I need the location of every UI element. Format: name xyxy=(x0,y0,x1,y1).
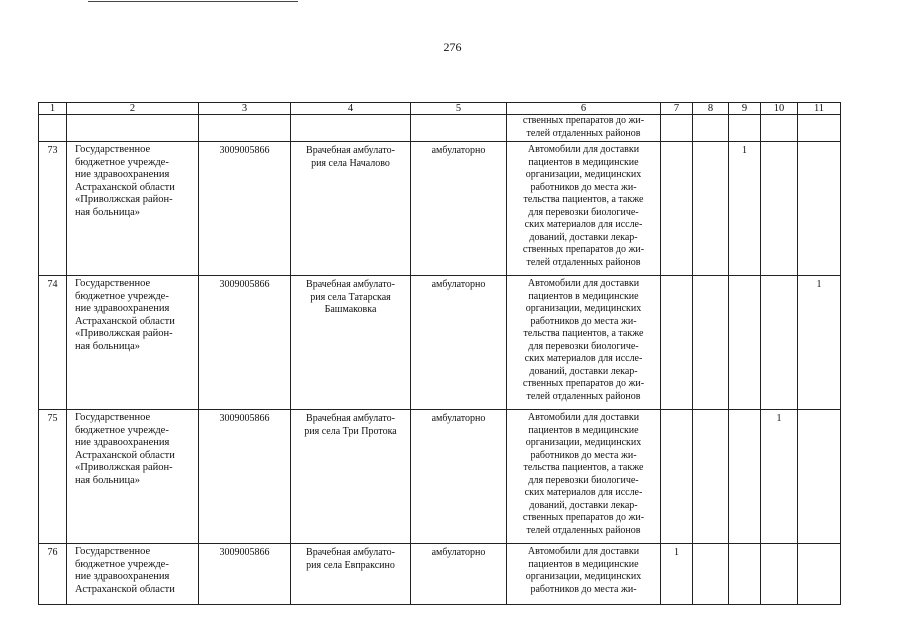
header-cell: 6 xyxy=(507,103,661,115)
table-cell xyxy=(411,115,507,142)
table-cell xyxy=(661,115,693,142)
count-cell-10 xyxy=(761,142,798,276)
inn-cell: 3009005866 xyxy=(199,142,291,276)
table-row-continuation xyxy=(39,115,841,142)
count-cell-9 xyxy=(729,410,761,544)
description-cell: ственных препаратов до жи- телей отдаленных районов xyxy=(507,115,661,142)
table-cell xyxy=(761,115,798,142)
count-cell-7 xyxy=(661,276,693,410)
header-cell: 4 xyxy=(291,103,411,115)
table-cell xyxy=(291,115,411,142)
inn-cell: 3009005866 xyxy=(199,276,291,410)
header-cell: 9 xyxy=(729,103,761,115)
care-type-cell: амбулаторно xyxy=(411,142,507,276)
table-row xyxy=(39,142,841,276)
count-cell-7: 1 xyxy=(661,544,693,605)
count-cell-11: 1 xyxy=(798,276,841,410)
count-cell-9 xyxy=(729,544,761,605)
row-number: 75 xyxy=(39,410,67,544)
care-type-cell: амбулаторно xyxy=(411,544,507,605)
header-cell: 3 xyxy=(199,103,291,115)
organization-cell: Государственное бюджетное учрежде- ние здравоохранения Астраханской области «Приволжская район- ная больница» xyxy=(67,410,199,544)
description-cell: Автомобили для доставки пациентов в медицинские организации, медицинских работников до места жи- тельства пациентов, а также для перевозки биологиче- ских материалов для иссле- дований, доставки лекар- ственных препаратов до жи- телей отдаленных районов xyxy=(507,142,661,276)
table-cell xyxy=(693,115,729,142)
header-cell: 1 xyxy=(39,103,67,115)
table-row xyxy=(39,544,841,605)
care-type-cell: амбулаторно xyxy=(411,410,507,544)
header-cell: 8 xyxy=(693,103,729,115)
count-cell-8 xyxy=(693,544,729,605)
header-cell: 11 xyxy=(798,103,841,115)
page-number: 276 xyxy=(443,40,462,54)
count-cell-7 xyxy=(661,410,693,544)
unit-cell: Врачебная амбулато- рия села Началово xyxy=(291,142,411,276)
count-cell-8 xyxy=(693,410,729,544)
table-row xyxy=(39,410,841,544)
count-cell-11 xyxy=(798,410,841,544)
count-cell-10 xyxy=(761,544,798,605)
unit-cell: Врачебная амбулато- рия села Евпраксино xyxy=(291,544,411,605)
data-table xyxy=(38,102,841,605)
count-cell-9 xyxy=(729,276,761,410)
header-row xyxy=(39,103,841,115)
organization-cell: Государственное бюджетное учрежде- ние здравоохранения Астраханской области xyxy=(67,544,199,605)
table-cell xyxy=(729,115,761,142)
count-cell-10 xyxy=(761,276,798,410)
table-cell xyxy=(67,115,199,142)
header-cell: 2 xyxy=(67,103,199,115)
count-cell-9: 1 xyxy=(729,142,761,276)
description-cell: Автомобили для доставки пациентов в медицинские организации, медицинских работников до места жи- xyxy=(507,544,661,605)
table-cell xyxy=(199,115,291,142)
count-cell-7 xyxy=(661,142,693,276)
header-cell: 10 xyxy=(761,103,798,115)
table-row xyxy=(39,276,841,410)
count-cell-11 xyxy=(798,142,841,276)
inn-cell: 3009005866 xyxy=(199,544,291,605)
row-number: 76 xyxy=(39,544,67,605)
care-type-cell: амбулаторно xyxy=(411,276,507,410)
row-number: 73 xyxy=(39,142,67,276)
unit-cell: Врачебная амбулато- рия села Три Протока xyxy=(291,410,411,544)
count-cell-11 xyxy=(798,544,841,605)
count-cell-8 xyxy=(693,142,729,276)
count-cell-10: 1 xyxy=(761,410,798,544)
inn-cell: 3009005866 xyxy=(199,410,291,544)
description-cell: Автомобили для доставки пациентов в медицинские организации, медицинских работников до места жи- тельства пациентов, а также для перевозки биологиче- ских материалов для иссле- дований, доставки лекар- ственных препаратов до жи- телей отдаленных районов xyxy=(507,410,661,544)
top-rule xyxy=(88,1,298,2)
unit-cell: Врачебная амбулато- рия села Татарская Башмаковка xyxy=(291,276,411,410)
table-cell xyxy=(798,115,841,142)
header-cell: 5 xyxy=(411,103,507,115)
organization-cell: Государственное бюджетное учрежде- ние здравоохранения Астраханской области «Приволжская район- ная больница» xyxy=(67,276,199,410)
count-cell-8 xyxy=(693,276,729,410)
organization-cell: Государственное бюджетное учрежде- ние здравоохранения Астраханской области «Приволжская район- ная больница» xyxy=(67,142,199,276)
description-cell: Автомобили для доставки пациентов в медицинские организации, медицинских работников до места жи- тельства пациентов, а также для перевозки биологиче- ских материалов для иссле- дований, доставки лекар- ственных препаратов до жи- телей отдаленных районов xyxy=(507,276,661,410)
row-number: 74 xyxy=(39,276,67,410)
table-cell xyxy=(39,115,67,142)
header-cell: 7 xyxy=(661,103,693,115)
